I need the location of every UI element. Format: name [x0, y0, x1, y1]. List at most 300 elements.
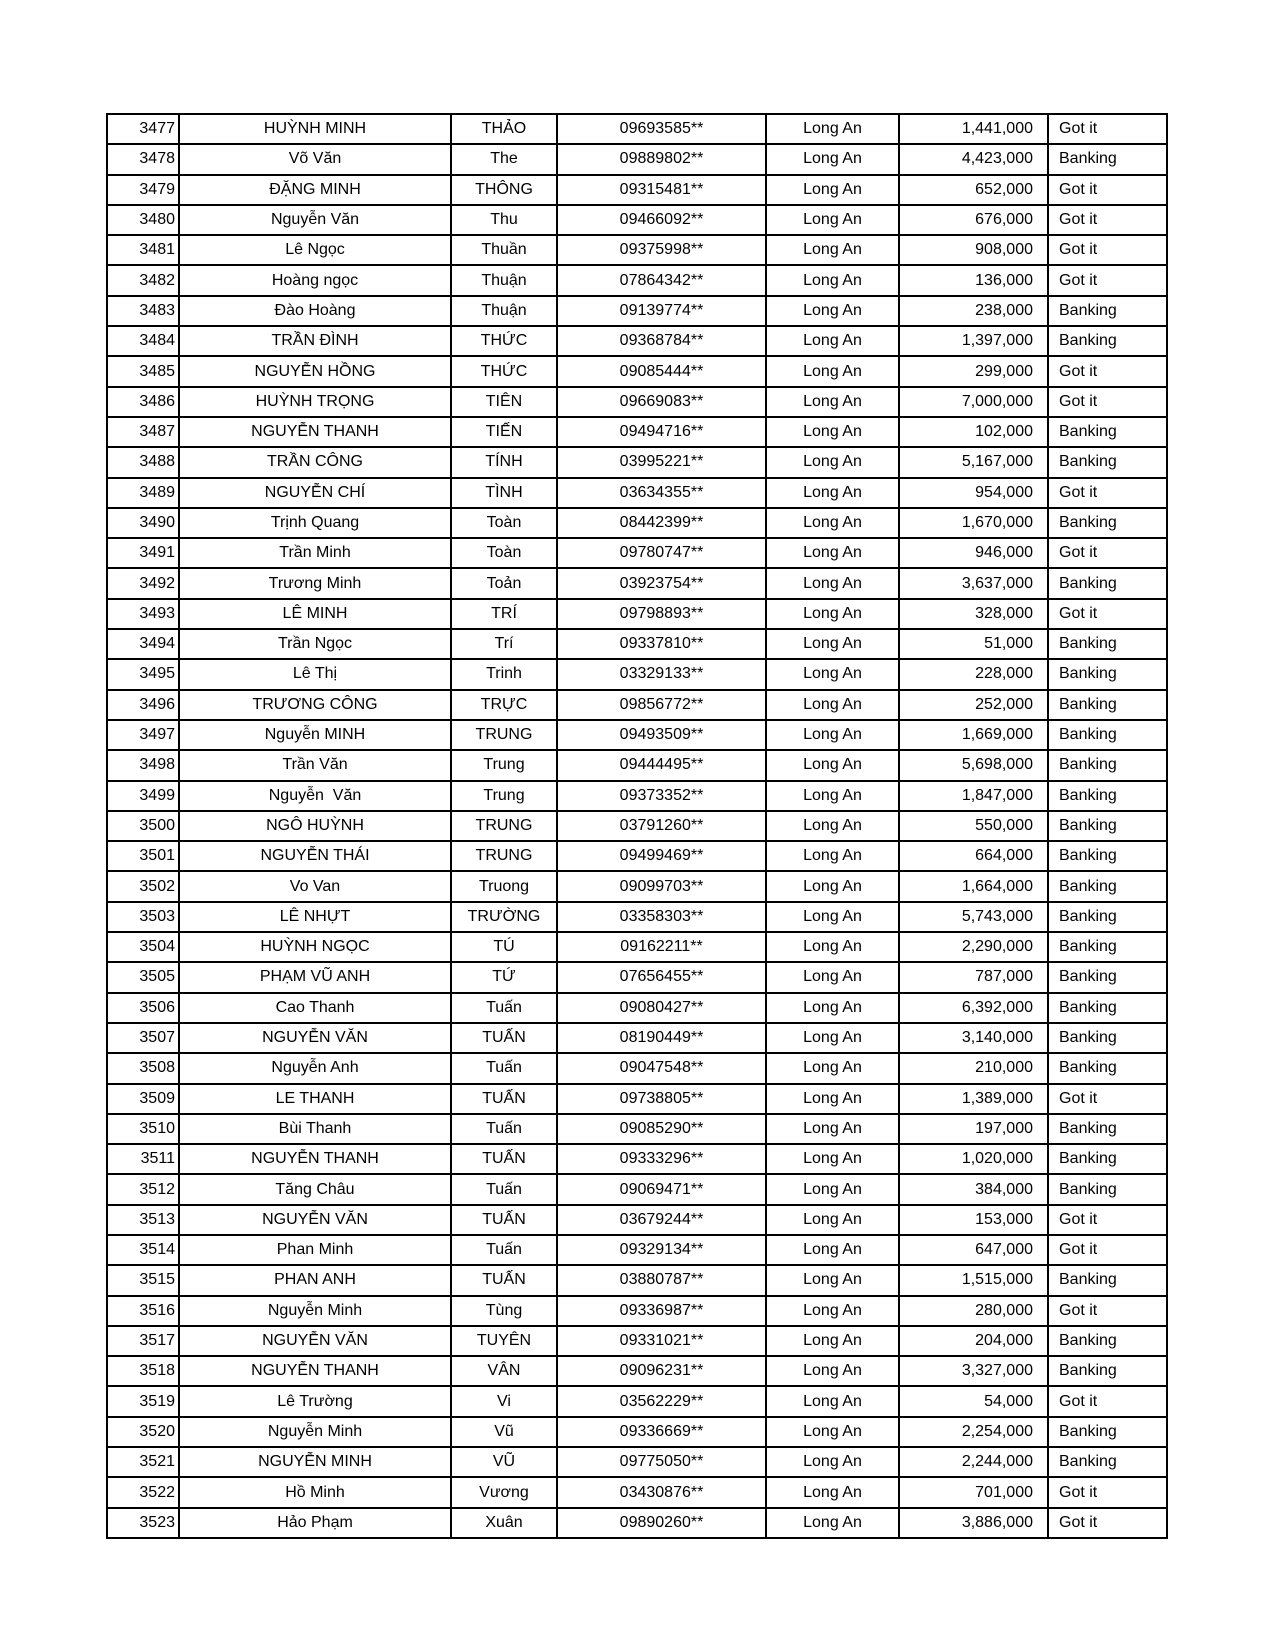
cell-last-name: TUẤN — [451, 1023, 557, 1053]
table-row — [107, 781, 1167, 811]
table-row — [107, 993, 1167, 1023]
cell-amount: 647,000 — [899, 1235, 1048, 1265]
cell-phone: 09337810** — [557, 629, 766, 659]
cell-last-name: Toản — [451, 568, 557, 598]
cell-province: Long An — [766, 1477, 899, 1507]
cell-first-name: NGUYỄN THANH — [179, 417, 451, 447]
cell-first-name: HUỲNH MINH — [179, 114, 451, 144]
cell-last-name: TRỰC — [451, 690, 557, 720]
cell-province: Long An — [766, 811, 899, 841]
cell-amount: 102,000 — [899, 417, 1048, 447]
cell-id: 3480 — [107, 205, 179, 235]
cell-phone: 09373352** — [557, 781, 766, 811]
table-row — [107, 599, 1167, 629]
cell-first-name: Nguyễn Văn — [179, 205, 451, 235]
table-row — [107, 659, 1167, 689]
cell-last-name: TUẤN — [451, 1265, 557, 1295]
cell-phone: 09162211** — [557, 932, 766, 962]
cell-amount: 1,020,000 — [899, 1144, 1048, 1174]
table-row — [107, 235, 1167, 265]
table-row — [107, 629, 1167, 659]
cell-status: Banking — [1048, 1144, 1167, 1174]
cell-id: 3489 — [107, 478, 179, 508]
cell-first-name: LÊ NHỰT — [179, 902, 451, 932]
cell-phone: 09738805** — [557, 1084, 766, 1114]
cell-phone: 03880787** — [557, 1265, 766, 1295]
cell-status: Banking — [1048, 811, 1167, 841]
cell-amount: 1,397,000 — [899, 326, 1048, 356]
cell-first-name: Trần Minh — [179, 538, 451, 568]
cell-status: Banking — [1048, 720, 1167, 750]
cell-province: Long An — [766, 1296, 899, 1326]
cell-phone: 09775050** — [557, 1447, 766, 1477]
cell-id: 3504 — [107, 932, 179, 962]
table-row — [107, 1023, 1167, 1053]
table-row — [107, 811, 1167, 841]
cell-status: Got it — [1048, 478, 1167, 508]
cell-phone: 03634355** — [557, 478, 766, 508]
table-row — [107, 144, 1167, 174]
cell-status: Banking — [1048, 1326, 1167, 1356]
table-row — [107, 1447, 1167, 1477]
cell-province: Long An — [766, 841, 899, 871]
cell-amount: 1,664,000 — [899, 871, 1048, 901]
cell-amount: 7,000,000 — [899, 387, 1048, 417]
cell-id: 3491 — [107, 538, 179, 568]
cell-province: Long An — [766, 478, 899, 508]
cell-amount: 6,392,000 — [899, 993, 1048, 1023]
cell-phone: 09333296** — [557, 1144, 766, 1174]
cell-status: Got it — [1048, 1084, 1167, 1114]
cell-province: Long An — [766, 326, 899, 356]
cell-id: 3492 — [107, 568, 179, 598]
cell-amount: 3,140,000 — [899, 1023, 1048, 1053]
cell-id: 3495 — [107, 659, 179, 689]
cell-first-name: Tăng Châu — [179, 1174, 451, 1204]
cell-amount: 2,254,000 — [899, 1417, 1048, 1447]
cell-first-name: NGUYỄN VĂN — [179, 1326, 451, 1356]
cell-amount: 664,000 — [899, 841, 1048, 871]
table-row — [107, 478, 1167, 508]
cell-id: 3501 — [107, 841, 179, 871]
table-row — [107, 1265, 1167, 1295]
cell-id: 3518 — [107, 1356, 179, 1386]
cell-status: Banking — [1048, 326, 1167, 356]
cell-first-name: Lê Trường — [179, 1386, 451, 1416]
cell-status: Got it — [1048, 265, 1167, 295]
cell-amount: 153,000 — [899, 1205, 1048, 1235]
cell-status: Banking — [1048, 447, 1167, 477]
table-row — [107, 568, 1167, 598]
cell-status: Banking — [1048, 508, 1167, 538]
table-row — [107, 1235, 1167, 1265]
cell-phone: 09315481** — [557, 175, 766, 205]
table-row — [107, 1508, 1167, 1538]
cell-last-name: Trí — [451, 629, 557, 659]
cell-amount: 2,244,000 — [899, 1447, 1048, 1477]
table-row — [107, 1326, 1167, 1356]
cell-id: 3479 — [107, 175, 179, 205]
cell-phone: 03562229** — [557, 1386, 766, 1416]
cell-province: Long An — [766, 1144, 899, 1174]
cell-first-name: NGUYỄN THÁI — [179, 841, 451, 871]
cell-province: Long An — [766, 993, 899, 1023]
cell-first-name: Nguyễn Anh — [179, 1053, 451, 1083]
cell-last-name: TRÍ — [451, 599, 557, 629]
cell-amount: 238,000 — [899, 296, 1048, 326]
cell-province: Long An — [766, 690, 899, 720]
cell-phone: 09798893** — [557, 599, 766, 629]
cell-first-name: NGUYỄN VĂN — [179, 1023, 451, 1053]
cell-province: Long An — [766, 1326, 899, 1356]
cell-id: 3512 — [107, 1174, 179, 1204]
cell-phone: 03923754** — [557, 568, 766, 598]
cell-province: Long An — [766, 1417, 899, 1447]
cell-first-name: Lê Thị — [179, 659, 451, 689]
cell-phone: 08190449** — [557, 1023, 766, 1053]
table-row — [107, 387, 1167, 417]
cell-amount: 3,637,000 — [899, 568, 1048, 598]
cell-province: Long An — [766, 871, 899, 901]
cell-phone: 09085290** — [557, 1114, 766, 1144]
cell-first-name: Hồ Minh — [179, 1477, 451, 1507]
table-row — [107, 750, 1167, 780]
cell-first-name: Hảo Phạm — [179, 1508, 451, 1538]
cell-province: Long An — [766, 599, 899, 629]
cell-amount: 280,000 — [899, 1296, 1048, 1326]
cell-status: Banking — [1048, 144, 1167, 174]
cell-phone: 09466092** — [557, 205, 766, 235]
cell-first-name: PHAN ANH — [179, 1265, 451, 1295]
cell-first-name: TRƯƠNG CÔNG — [179, 690, 451, 720]
cell-phone: 09856772** — [557, 690, 766, 720]
cell-id: 3483 — [107, 296, 179, 326]
cell-amount: 1,389,000 — [899, 1084, 1048, 1114]
cell-first-name: LE THANH — [179, 1084, 451, 1114]
cell-first-name: NGUYỄN HỒNG — [179, 356, 451, 386]
cell-amount: 228,000 — [899, 659, 1048, 689]
table-row — [107, 114, 1167, 144]
cell-last-name: TÚ — [451, 932, 557, 962]
cell-status: Got it — [1048, 205, 1167, 235]
cell-last-name: Toàn — [451, 508, 557, 538]
cell-id: 3508 — [107, 1053, 179, 1083]
table-row — [107, 1053, 1167, 1083]
cell-phone: 09889802** — [557, 144, 766, 174]
cell-status: Banking — [1048, 932, 1167, 962]
cell-first-name: Nguyễn Minh — [179, 1296, 451, 1326]
cell-status: Banking — [1048, 1174, 1167, 1204]
cell-status: Got it — [1048, 1386, 1167, 1416]
cell-id: 3487 — [107, 417, 179, 447]
cell-last-name: Trinh — [451, 659, 557, 689]
cell-amount: 1,669,000 — [899, 720, 1048, 750]
cell-first-name: Vo Van — [179, 871, 451, 901]
cell-status: Banking — [1048, 1417, 1167, 1447]
cell-phone: 09329134** — [557, 1235, 766, 1265]
cell-first-name: Nguyễn MINH — [179, 720, 451, 750]
cell-id: 3494 — [107, 629, 179, 659]
cell-status: Got it — [1048, 1508, 1167, 1538]
cell-id: 3496 — [107, 690, 179, 720]
cell-id: 3520 — [107, 1417, 179, 1447]
cell-id: 3516 — [107, 1296, 179, 1326]
cell-id: 3506 — [107, 993, 179, 1023]
cell-first-name: Trịnh Quang — [179, 508, 451, 538]
cell-province: Long An — [766, 1084, 899, 1114]
cell-last-name: TRUNG — [451, 811, 557, 841]
cell-phone: 09096231** — [557, 1356, 766, 1386]
cell-id: 3478 — [107, 144, 179, 174]
table-row — [107, 1114, 1167, 1144]
cell-province: Long An — [766, 1447, 899, 1477]
cell-id: 3522 — [107, 1477, 179, 1507]
cell-amount: 384,000 — [899, 1174, 1048, 1204]
cell-phone: 03791260** — [557, 811, 766, 841]
cell-last-name: TUYÊN — [451, 1326, 557, 1356]
cell-province: Long An — [766, 447, 899, 477]
cell-province: Long An — [766, 932, 899, 962]
table-row — [107, 1205, 1167, 1235]
cell-id: 3509 — [107, 1084, 179, 1114]
cell-last-name: Vi — [451, 1386, 557, 1416]
cell-status: Banking — [1048, 962, 1167, 992]
cell-first-name: Đào Hoàng — [179, 296, 451, 326]
table-row — [107, 1084, 1167, 1114]
cell-phone: 09444495** — [557, 750, 766, 780]
cell-province: Long An — [766, 387, 899, 417]
cell-id: 3482 — [107, 265, 179, 295]
cell-id: 3511 — [107, 1144, 179, 1174]
cell-province: Long An — [766, 1386, 899, 1416]
cell-id: 3488 — [107, 447, 179, 477]
cell-status: Got it — [1048, 1235, 1167, 1265]
cell-last-name: Vương — [451, 1477, 557, 1507]
cell-phone: 09080427** — [557, 993, 766, 1023]
cell-id: 3519 — [107, 1386, 179, 1416]
cell-first-name: Hoàng ngọc — [179, 265, 451, 295]
cell-status: Banking — [1048, 1265, 1167, 1295]
cell-phone: 09085444** — [557, 356, 766, 386]
cell-last-name: TÍNH — [451, 447, 557, 477]
customer-table — [106, 113, 1168, 1539]
table-row — [107, 902, 1167, 932]
cell-province: Long An — [766, 1114, 899, 1144]
cell-province: Long An — [766, 144, 899, 174]
cell-last-name: Thuận — [451, 265, 557, 295]
cell-last-name: Tuấn — [451, 1174, 557, 1204]
table-row — [107, 871, 1167, 901]
cell-first-name: PHẠM VŨ ANH — [179, 962, 451, 992]
cell-last-name: TRUNG — [451, 720, 557, 750]
cell-first-name: Cao Thanh — [179, 993, 451, 1023]
cell-last-name: Truong — [451, 871, 557, 901]
cell-id: 3502 — [107, 871, 179, 901]
cell-status: Banking — [1048, 690, 1167, 720]
cell-amount: 954,000 — [899, 478, 1048, 508]
cell-province: Long An — [766, 1508, 899, 1538]
cell-phone: 03358303** — [557, 902, 766, 932]
cell-amount: 328,000 — [899, 599, 1048, 629]
cell-amount: 136,000 — [899, 265, 1048, 295]
cell-phone: 09780747** — [557, 538, 766, 568]
table-row — [107, 1386, 1167, 1416]
cell-province: Long An — [766, 1265, 899, 1295]
cell-last-name: TUẤN — [451, 1144, 557, 1174]
cell-first-name: LÊ MINH — [179, 599, 451, 629]
cell-phone: 09493509** — [557, 720, 766, 750]
cell-phone: 09494716** — [557, 417, 766, 447]
cell-id: 3484 — [107, 326, 179, 356]
table-row — [107, 1477, 1167, 1507]
cell-amount: 946,000 — [899, 538, 1048, 568]
cell-id: 3510 — [107, 1114, 179, 1144]
cell-status: Banking — [1048, 568, 1167, 598]
table-row — [107, 538, 1167, 568]
cell-amount: 550,000 — [899, 811, 1048, 841]
cell-phone: 03995221** — [557, 447, 766, 477]
cell-status: Banking — [1048, 781, 1167, 811]
table-row — [107, 1356, 1167, 1386]
cell-amount: 5,698,000 — [899, 750, 1048, 780]
cell-phone: 09375998** — [557, 235, 766, 265]
cell-id: 3477 — [107, 114, 179, 144]
cell-last-name: TUẤN — [451, 1205, 557, 1235]
cell-amount: 1,847,000 — [899, 781, 1048, 811]
cell-id: 3505 — [107, 962, 179, 992]
cell-province: Long An — [766, 781, 899, 811]
cell-province: Long An — [766, 417, 899, 447]
cell-status: Banking — [1048, 417, 1167, 447]
cell-first-name: TRẦN CÔNG — [179, 447, 451, 477]
cell-first-name: Võ Văn — [179, 144, 451, 174]
cell-first-name: NGÔ HUỲNH — [179, 811, 451, 841]
cell-phone: 09499469** — [557, 841, 766, 871]
cell-first-name: HUỲNH TRỌNG — [179, 387, 451, 417]
cell-last-name: Tùng — [451, 1296, 557, 1326]
customer-table-body — [107, 114, 1167, 1538]
cell-last-name: TIÊN — [451, 387, 557, 417]
cell-first-name: NGUYỄN VĂN — [179, 1205, 451, 1235]
cell-province: Long An — [766, 962, 899, 992]
cell-amount: 701,000 — [899, 1477, 1048, 1507]
cell-last-name: TRUNG — [451, 841, 557, 871]
cell-phone: 09331021** — [557, 1326, 766, 1356]
cell-phone: 07864342** — [557, 265, 766, 295]
cell-province: Long An — [766, 750, 899, 780]
cell-phone: 09336987** — [557, 1296, 766, 1326]
table-row — [107, 447, 1167, 477]
cell-province: Long An — [766, 265, 899, 295]
cell-phone: 09890260** — [557, 1508, 766, 1538]
cell-amount: 908,000 — [899, 235, 1048, 265]
cell-status: Got it — [1048, 235, 1167, 265]
cell-amount: 210,000 — [899, 1053, 1048, 1083]
cell-province: Long An — [766, 1174, 899, 1204]
cell-province: Long An — [766, 114, 899, 144]
cell-last-name: VŨ — [451, 1447, 557, 1477]
table-row — [107, 417, 1167, 447]
cell-first-name: Nguyễn Văn — [179, 781, 451, 811]
table-row — [107, 720, 1167, 750]
cell-last-name: Tuấn — [451, 1053, 557, 1083]
cell-id: 3497 — [107, 720, 179, 750]
cell-amount: 5,743,000 — [899, 902, 1048, 932]
cell-id: 3499 — [107, 781, 179, 811]
cell-amount: 51,000 — [899, 629, 1048, 659]
table-row — [107, 296, 1167, 326]
cell-phone: 09368784** — [557, 326, 766, 356]
cell-first-name: Trần Ngọc — [179, 629, 451, 659]
cell-status: Banking — [1048, 993, 1167, 1023]
cell-first-name: Nguyễn Minh — [179, 1417, 451, 1447]
cell-amount: 652,000 — [899, 175, 1048, 205]
cell-last-name: THỨC — [451, 326, 557, 356]
cell-phone: 09693585** — [557, 114, 766, 144]
cell-province: Long An — [766, 508, 899, 538]
cell-first-name: ĐẶNG MINH — [179, 175, 451, 205]
cell-phone: 07656455** — [557, 962, 766, 992]
cell-province: Long An — [766, 175, 899, 205]
cell-first-name: Lê Ngọc — [179, 235, 451, 265]
cell-last-name: Thu — [451, 205, 557, 235]
cell-status: Banking — [1048, 841, 1167, 871]
cell-status: Got it — [1048, 538, 1167, 568]
table-row — [107, 205, 1167, 235]
cell-last-name: Trung — [451, 750, 557, 780]
cell-status: Banking — [1048, 902, 1167, 932]
table-row — [107, 356, 1167, 386]
cell-id: 3481 — [107, 235, 179, 265]
cell-phone: 09047548** — [557, 1053, 766, 1083]
cell-province: Long An — [766, 1356, 899, 1386]
cell-province: Long An — [766, 1235, 899, 1265]
cell-first-name: Bùi Thanh — [179, 1114, 451, 1144]
cell-id: 3513 — [107, 1205, 179, 1235]
cell-province: Long An — [766, 1023, 899, 1053]
cell-first-name: HUỲNH NGỌC — [179, 932, 451, 962]
cell-amount: 1,441,000 — [899, 114, 1048, 144]
cell-first-name: TRẦN ĐÌNH — [179, 326, 451, 356]
cell-id: 3490 — [107, 508, 179, 538]
cell-amount: 299,000 — [899, 356, 1048, 386]
cell-province: Long An — [766, 720, 899, 750]
cell-first-name: Trương Minh — [179, 568, 451, 598]
cell-status: Got it — [1048, 1477, 1167, 1507]
cell-province: Long An — [766, 296, 899, 326]
cell-amount: 5,167,000 — [899, 447, 1048, 477]
cell-phone: 03329133** — [557, 659, 766, 689]
cell-phone: 09099703** — [557, 871, 766, 901]
cell-last-name: Tuấn — [451, 993, 557, 1023]
cell-last-name: THỨC — [451, 356, 557, 386]
cell-status: Banking — [1048, 629, 1167, 659]
cell-phone: 03430876** — [557, 1477, 766, 1507]
cell-status: Banking — [1048, 750, 1167, 780]
cell-last-name: Thuần — [451, 235, 557, 265]
cell-last-name: TUẤN — [451, 1084, 557, 1114]
cell-first-name: NGUYỄN CHÍ — [179, 478, 451, 508]
cell-last-name: Tuấn — [451, 1114, 557, 1144]
cell-phone: 09139774** — [557, 296, 766, 326]
cell-last-name: Vũ — [451, 1417, 557, 1447]
cell-last-name: Xuân — [451, 1508, 557, 1538]
cell-id: 3517 — [107, 1326, 179, 1356]
cell-phone: 09336669** — [557, 1417, 766, 1447]
table-row — [107, 175, 1167, 205]
cell-first-name: Phan Minh — [179, 1235, 451, 1265]
cell-id: 3498 — [107, 750, 179, 780]
